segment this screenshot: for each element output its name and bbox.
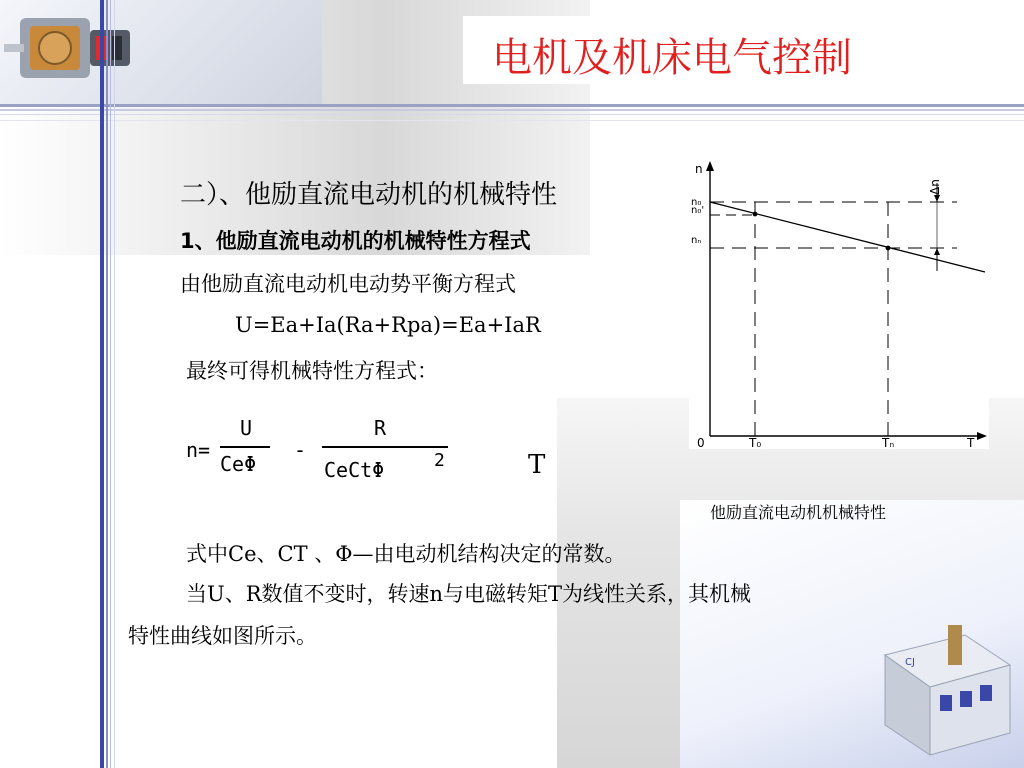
explain-line-3: 特性曲线如图所示。 [128,624,317,648]
explain-line-1: 式中Ce、CT 、Φ—由电动机结构决定的常数。 [186,542,626,566]
formula-frac1-den: CeΦ [220,452,257,476]
mechanical-characteristic-formula [186,410,486,490]
characteristic-line [710,202,985,272]
delta-arrowhead-bottom [934,248,940,255]
decor-vline [100,0,104,768]
y-axis-label: n [695,162,703,176]
page-title: 电机及机床电气控制 [492,35,852,81]
formula-tail: T [528,450,546,480]
svg-text:CJ: CJ [905,657,915,668]
contactor-photo [870,625,1020,765]
n0p-label: n₀' [691,205,705,216]
delta-arrowhead-top [934,195,940,202]
point-tN [886,246,891,251]
point-t0 [753,212,758,217]
figure-caption: 他励直流电动机机械特性 [710,503,887,522]
equation-1: U=Ea+Ia(Ra+Rpa)=Ea+IaR [235,313,541,337]
y-axis-arrow [706,161,714,171]
decor-vline [106,0,108,768]
characteristic-graph [689,153,989,449]
x-axis-arrow [977,432,987,440]
formula-frac1-num: U [240,416,253,440]
nN-label: nₙ [691,235,702,246]
decor-line [0,104,1024,107]
characteristic-graph-svg [689,153,989,449]
decor-vline [110,0,111,768]
decor-line [0,114,1024,115]
origin-label: 0 [697,436,705,449]
section-title: 二）、他励直流电动机的机械特性 [180,180,558,210]
bottom-right-gradient [680,500,1024,768]
t0-label: T₀ [749,436,762,449]
decor-vline [114,0,115,768]
decor-line [0,120,1024,121]
subsection-title: 1、他励直流电动机的机械特性方程式 [180,229,531,253]
text-line-1: 由他励直流电动机电动势平衡方程式 [180,272,516,296]
text-line-2: 最终可得机械特性方程式： [186,359,438,383]
n0-label: n₀ [691,197,702,208]
formula-frac2-num: R [374,416,387,440]
x-axis-label: T [967,436,975,449]
decor-line [0,109,1024,111]
motor-photo [0,0,160,100]
fraction-bar [322,446,448,448]
fraction-bar [220,446,270,448]
formula-minus: - [294,438,307,462]
delta-n-label: Δn [928,179,942,195]
tN-label: Tₙ [882,436,895,449]
formula-lhs: n= [186,438,211,462]
formula-exponent: 2 [434,450,445,471]
top-left-image-panel [0,0,322,104]
formula-frac2-den: CeCtΦ [324,458,385,482]
explain-line-2: 当U、R数值不变时，转速n与电磁转矩T为线性关系，其机械 [186,582,752,606]
